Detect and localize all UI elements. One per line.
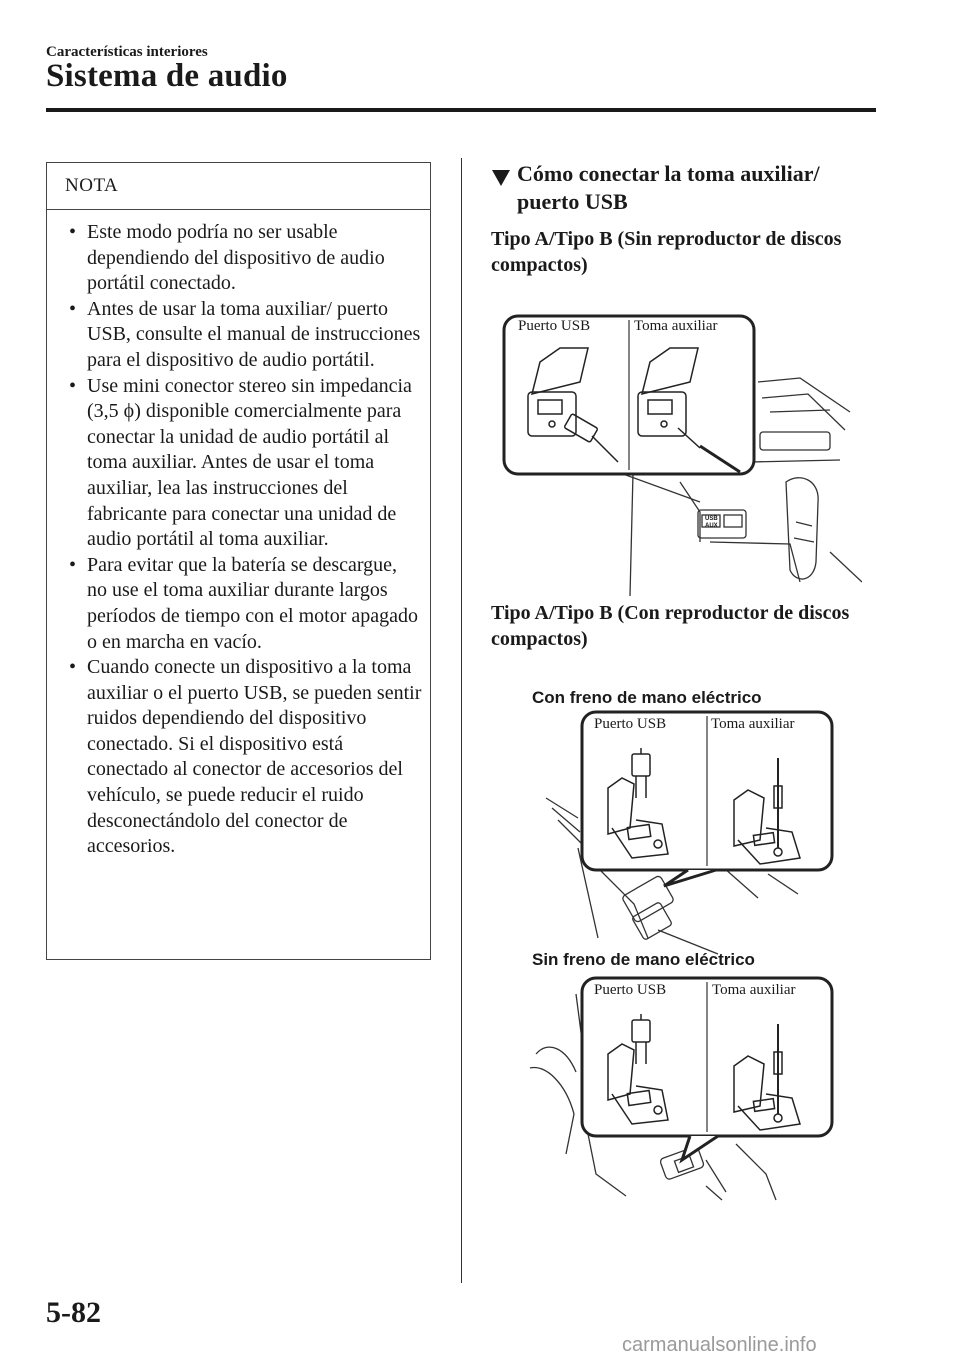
note-box <box>46 162 431 960</box>
bullet-icon: • <box>69 553 77 576</box>
header-rule <box>46 108 876 112</box>
console-illustration <box>526 974 838 1204</box>
bullet-icon: • <box>69 221 77 243</box>
with-epb-label: Con freno de mano eléctrico <box>532 688 762 707</box>
aux-jack-label: Toma auxiliar <box>634 318 718 334</box>
without-epb-label: Sin freno de mano eléctrico <box>532 950 755 969</box>
page-title: Sistema de audio <box>46 58 288 94</box>
note-list <box>47 210 430 860</box>
watermark[interactable]: carmanualsonline.info <box>622 1334 817 1356</box>
note-item: • Para evitar que la batería se descargue, no use el toma auxiliar durante largos períodos de tiempo con el motor apagado o en marcha en vacío. <box>69 553 419 653</box>
bullet-icon: • <box>69 374 77 397</box>
subheading-with-cd: Tipo A/Tipo B (Con reproductor de discos compactos) <box>491 602 850 650</box>
note-item: • Use mini conector stereo sin impedancia (3,5 ϕ) disponible comercialmente para conectar la unidad de audio portátil al toma auxiliar. Antes de usar el toma auxiliar, lea las instrucciones del fabricante para conectar una unidad de audio portátil al toma auxiliar. <box>69 374 412 551</box>
aux-jack-label: Toma auxiliar <box>711 716 795 732</box>
usb-aux-badge: USB AUX <box>705 516 718 529</box>
section-label: Características interiores <box>46 44 208 60</box>
note-item: • Cuando conecte un dispositivo a la toma auxiliar o el puerto USB, se pueden sentir ruidos dependiendo del dispositivo conectado. Si el dispositivo está conectado al conector de accesorios del vehículo, se puede reducir el ruido desconectándolo del conector de accesorios. <box>69 656 422 858</box>
note-heading: NOTA <box>47 163 430 210</box>
note-item: • Este modo podría no ser usable dependiendo del dispositivo de audio portátil conectado. <box>69 221 385 295</box>
section-heading: Cómo conectar la toma auxiliar/ puerto USB <box>491 160 871 216</box>
usb-port-label: Puerto USB <box>594 716 667 732</box>
usb-port-label: Puerto USB <box>518 318 591 334</box>
bullet-icon: • <box>69 656 77 679</box>
note-item: • Antes de usar la toma auxiliar/ puerto USB, consulte el manual de instrucciones para el dispositivo de audio portátil. <box>69 297 421 371</box>
usb-port-label: Puerto USB <box>594 982 667 998</box>
page-number: 5-82 <box>46 1296 101 1329</box>
figure-with-epb <box>538 708 838 964</box>
console-illustration <box>500 312 862 596</box>
figure-without-cd <box>500 312 862 596</box>
column-divider <box>461 158 462 1283</box>
console-illustration <box>538 708 838 964</box>
aux-jack-label: Toma auxiliar <box>712 982 796 998</box>
subheading-without-cd: Tipo A/Tipo B (Sin reproductor de discos compactos) <box>491 228 842 276</box>
triangle-down-icon <box>491 166 511 194</box>
bullet-icon: • <box>69 297 77 320</box>
figure-without-epb <box>526 974 838 1204</box>
